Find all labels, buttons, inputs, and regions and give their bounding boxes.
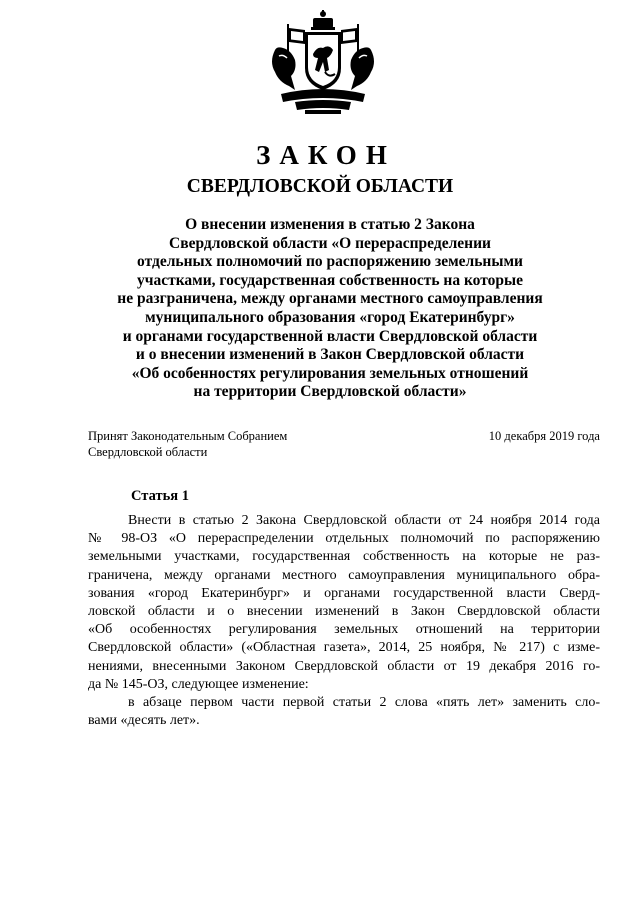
paragraph-line: земельными участками, государственная собственность на которые не раз- (88, 549, 600, 565)
paragraph-line: «Об особенностях регулирования земельных отношений на территории (88, 622, 600, 638)
law-title-line: на территории Свердловской области» (193, 383, 467, 401)
law-title-line: Свердловской области «О перераспределении (169, 234, 491, 252)
document-type-title: ЗАКОН (256, 140, 396, 170)
paragraph-line: вами «десять лет». (88, 713, 200, 729)
adoption-line: Свердловской области (88, 445, 208, 459)
paragraph-line: Свердловской области» («Областная газета», 2014, 25 ноября, № 217) с изме- (88, 640, 600, 656)
law-title-line: участками, государственная собственность на которые (137, 271, 523, 289)
article-heading: Статья 1 (131, 488, 189, 504)
region-name: СВЕРДЛОВСКОЙ ОБЛАСТИ (186, 176, 454, 197)
paragraph-line: ловской области и о внесении изменений в Закон Свердловской области (88, 604, 600, 620)
law-title-line: О внесении изменения в статью 2 Закона (185, 216, 475, 233)
adoption-authority (88, 428, 287, 460)
law-title-line: муниципального образования «город Екатеринбург» (145, 308, 515, 326)
law-title (60, 216, 600, 402)
adoption-date: 10 декабря 2019 года (488, 429, 600, 443)
paragraph-line: зования «город Екатеринбург» и органами государственной власти Сверд- (88, 585, 600, 601)
law-title-line: и органами государственной власти Свердловской области (122, 327, 538, 345)
paragraph-line: граничена, между органами местного самоуправления муниципального обра- (88, 567, 600, 583)
law-title-line: не разграничена, между органами местного самоуправления (117, 290, 543, 308)
law-title-line: «Об особенностях регулирования земельных отношений (131, 364, 529, 382)
coat-of-arms-icon (265, 10, 381, 116)
paragraph-line: нениями, внесенными Законом Свердловской области от 19 декабря 2016 го- (88, 658, 600, 674)
article-paragraph (88, 512, 600, 694)
paragraph-line: да № 145-ОЗ, следующее изменение: (88, 676, 309, 692)
paragraph-line: № 98-ОЗ «О перераспределении отдельных полномочий по распоряжению (88, 531, 600, 547)
paragraph-line: Внести в статью 2 Закона Свердловской области от 24 ноября 2014 года (128, 513, 600, 528)
adoption-line: Принят Законодательным Собранием (88, 429, 288, 443)
law-title-line: и о внесении изменений в Закон Свердловской области (135, 346, 525, 364)
law-title-line: отдельных полномочий по распоряжению земельными (137, 253, 523, 271)
paragraph-line: в абзаце первом части первой статьи 2 слова «пять лет» заменить сло- (128, 695, 600, 710)
article-paragraph (88, 694, 600, 730)
